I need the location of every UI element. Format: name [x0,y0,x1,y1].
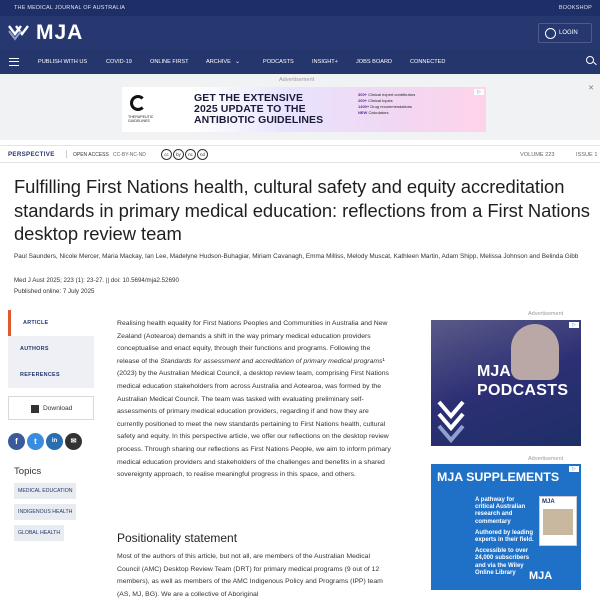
pdf-icon [31,405,39,413]
article-title: Fulfilling First Nations health, cultural safety and equity accreditation standards in primary medical education: reflections from a First Nations desktop review team [14,176,590,244]
open-access-label: OPEN ACCESS [73,152,109,158]
fact-num: 200+ [358,98,368,103]
article-sections-nav [8,310,94,388]
article-body [117,318,391,482]
email-icon[interactable]: ✉ [65,433,82,450]
tg-logo-icon [130,95,146,111]
fact-text: Clinical expert contributors [368,92,416,97]
standards-title: Standards for assessment and accreditation of primary medical programs [160,357,383,365]
license-label[interactable]: CC-BY-NC-ND [113,152,146,158]
fact-num: 1400+ [358,104,370,109]
nav-insight[interactable]: INSIGHT+ [312,59,338,65]
login-button[interactable] [538,23,592,43]
mja-logo-small: MJA [529,570,553,582]
nav-archive[interactable]: ARCHIVE [206,59,231,65]
issue-link[interactable]: ISSUE 1 [576,152,598,158]
topic-tag-medical-education[interactable]: MEDICAL EDUCATION [14,483,76,499]
tab-label: ARTICLE [23,320,49,326]
main-nav [0,50,600,74]
tab-authors[interactable] [8,336,94,362]
supplements-heading: MJA SUPPLEMENTS [437,470,560,484]
nav-publish[interactable]: PUBLISH WITH US [38,59,88,65]
nav-covid[interactable]: COVID-19 [106,59,132,65]
mja-logo[interactable] [8,22,98,44]
copy-line: Accessible to over 24,000 subscribers and via the Wiley Online Library [475,548,530,576]
antibiotic-guidelines-ad[interactable] [122,87,486,132]
copy-line: Authored by leading experts in their field. [475,529,534,544]
bookshop-link[interactable]: BOOKSHOP [558,5,592,11]
nav-online-first[interactable]: ONLINE FIRST [150,59,189,65]
ad-label: Advertisement [279,77,315,83]
ad-facts [358,92,415,116]
supplements-copy [475,497,535,577]
published-date: Published online: 7 July 2025 [14,288,95,295]
divider [66,150,67,158]
cc-by-icon: by [173,149,184,160]
cc-icon: cc [161,149,172,160]
podcast-host-photo [511,324,559,380]
adchoices-icon[interactable]: ▷ [474,89,484,95]
chevron-down-icon: ⌄ [235,59,241,65]
facebook-icon[interactable]: f [8,433,25,450]
user-icon [545,28,556,39]
fact-num: NEW [358,110,368,115]
adchoices-icon[interactable]: ▷ [569,466,579,472]
top-utility-bar [0,0,600,16]
cover-title: MJA [542,499,555,505]
fact-text: Clinical topics [368,98,393,103]
volume-link[interactable]: VOLUME 223 [520,152,555,158]
nav-podcasts[interactable]: PODCASTS [263,59,294,65]
article-meta-bar [0,145,600,163]
ad-headline-line: ANTIBIOTIC GUIDELINES [194,114,324,126]
ad-fact [358,110,415,116]
logo-text: MJA [36,21,84,44]
tab-label: REFERENCES [20,372,60,378]
ad-brand: THERAPEUTIC GUIDELINES [128,115,154,123]
paragraph [117,318,391,482]
ad-label: Advertisement [528,456,564,462]
download-label: Download [43,405,73,412]
close-icon[interactable]: ✕ [588,85,594,92]
nav-connected[interactable]: CONNECTED [410,59,446,65]
paragraph-text: ¹ (2023) by the Australian Medical Council, a desktop review team, comprising First Nations medical education stakeholders from across Australia and Aotearoa, was formed by the Australian Medical Council. The team was tasked with evaluating preliminary self-assessments of primary medical education providers, regarding if and how they are currently positioned to meet the new standards pertaining to First Nations health, cultural safety and equity. In this perspective article, we offer our reflections on the desktop review process. Through sharing our reflections as First Nations People, we aim to inform primary medical education providers and stakeholders of the challenges and benefits in a shared sovereignty approach, to realise meaningful progress in this space, and others. [117,357,391,479]
ad-headline-line: 2025 UPDATE TO THE [194,103,306,115]
header [0,16,600,50]
podcast-title-line1: MJA [477,363,511,380]
author-list[interactable]: Paul Saunders, Nicole Mercer, Maria Mackay, Ian Lee, Madelyne Hudson-Buhagiar, Miriam Cavanagh, Emma Milliss, Melody Muscat, Kathleen Martin, Adam Shipp, Melissa Johnson and Belinda Gibb [14,253,579,260]
topic-tag-indigenous-health[interactable]: INDIGENOUS HEALTH [14,504,76,520]
supplement-cover-image [539,496,577,546]
paragraph-text: Realising health equality for First Nations Peoples and Communities in Australia and New Zealand (Aotearoa) demands a shift in the way primary medical education providers conceptualise and enact equity, through their functions and programs. Following the release of the [117,320,388,365]
ad-headline [194,93,323,126]
section-heading: Positionality statement [117,531,238,545]
cc-nc-icon: nc [185,149,196,160]
podcast-title-line2: PODCASTS [477,382,569,399]
ad-label: Advertisement [528,311,564,317]
mja-supplements-ad[interactable] [431,464,581,590]
cc-license-icons[interactable] [161,149,209,160]
tab-references[interactable] [8,362,94,388]
tab-article[interactable] [8,310,94,336]
cc-nd-icon: nd [197,149,208,160]
topics-heading: Topics [14,466,42,477]
journal-name: THE MEDICAL JOURNAL OF AUSTRALIA [14,5,126,11]
search-icon[interactable] [586,56,594,64]
twitter-icon[interactable]: t [27,433,44,450]
download-button[interactable] [8,396,94,420]
fact-text: Calculators [368,110,389,115]
hamburger-menu-icon[interactable] [9,58,19,66]
mja-podcasts-ad[interactable] [431,320,581,446]
login-label: LOGIN [559,30,578,36]
topic-tag-global-health[interactable]: GLOBAL HEALTH [14,525,64,541]
ad-banner-area [0,74,600,140]
linkedin-icon[interactable]: in [46,433,63,450]
article-type[interactable]: PERSPECTIVE [8,151,55,158]
chevron-graphic-icon [437,400,465,444]
ad-headline-line: GET THE EXTENSIVE [194,92,304,104]
nav-jobs-board[interactable]: JOBS BOARD [356,59,393,65]
fact-text: Drug recommendations [370,104,412,109]
citation: Med J Aust 2025; 223 (1): 23-27. || doi: 10.5694/mja2.52690 [14,277,179,284]
paragraph: Most of the authors of this article, but not all, are members of the Australian Medical Council (AMC) Desktop Review Team (DRT) for primary medical programs (9 out of 12 members), as well as members of the AMC Indigenous Policy and Programs (IPP) team (AS, MJ, BG). We are a collective of Aboriginal [117,553,383,598]
cover-photo [543,509,573,535]
tab-label: AUTHORS [20,346,49,352]
adchoices-icon[interactable]: ▷ [569,322,579,328]
fact-num: 300+ [358,92,368,97]
copy-line: A pathway for critical Australian research and commentary [475,497,526,525]
mja-chevron-icon [8,22,34,42]
